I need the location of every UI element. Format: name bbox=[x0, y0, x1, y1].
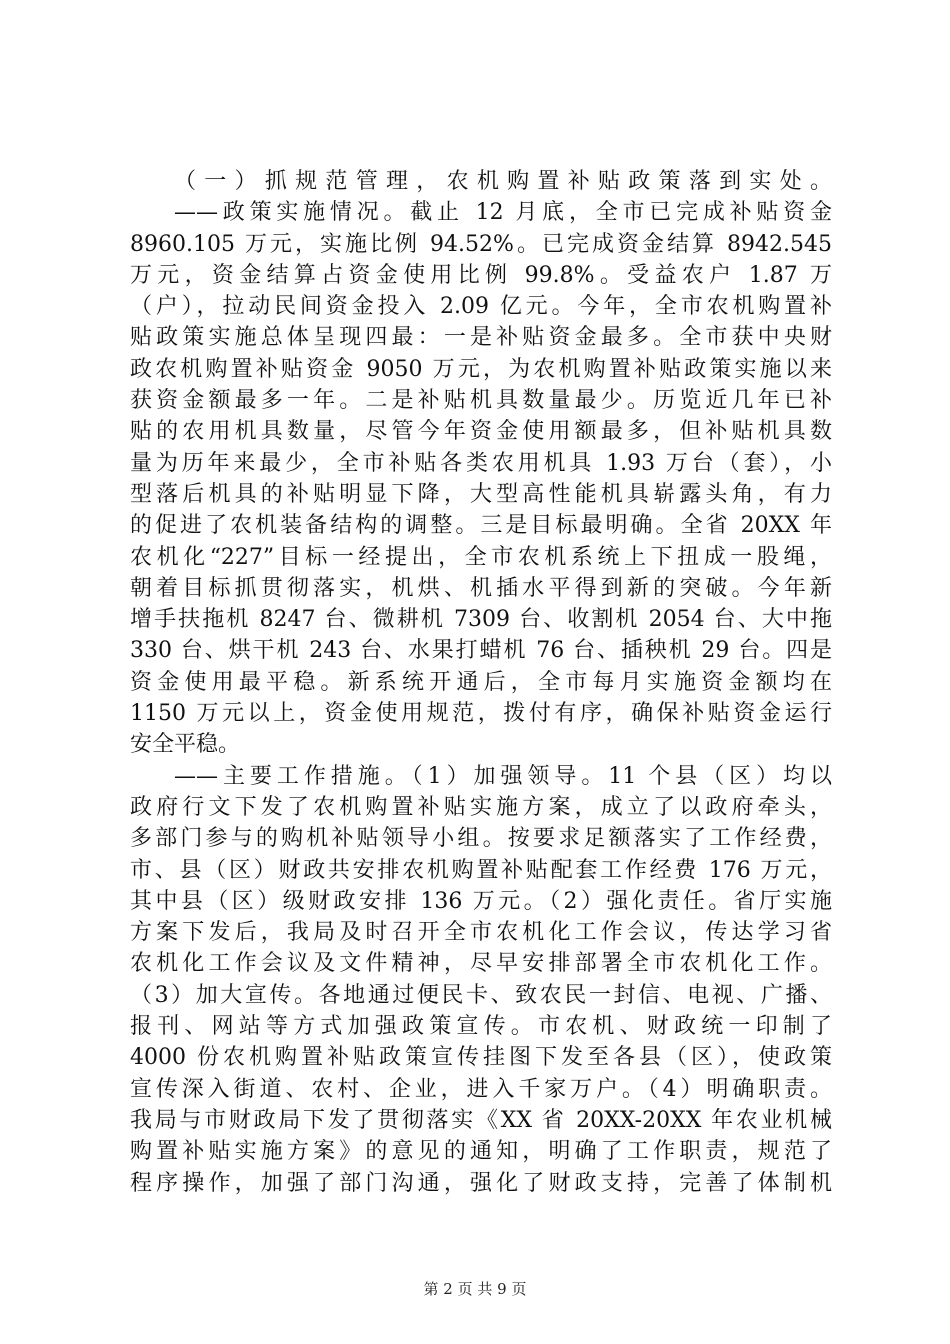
paragraph-line: 4000 份农机购置补贴政策宣传挂图下发至各县（区），使政策 bbox=[130, 1045, 832, 1071]
paragraph-line: （3）加大宣传。各地通过便民卡、致农民一封信、电视、广播、 bbox=[130, 982, 832, 1008]
paragraph-line: 的促进了农机装备结构的调整。三是目标最明确。全省 20XX 年 bbox=[130, 513, 832, 539]
section-heading: （一）抓规范管理，农机购置补贴政策落到实处。 bbox=[174, 169, 832, 194]
paragraph-line: 获资金额最多一年。二是补贴机具数量最少。历览近几年已补 bbox=[130, 388, 832, 414]
paragraph-line: 购置补贴实施方案》的意见的通知，明确了工作职责，规范了 bbox=[130, 1139, 832, 1165]
paragraph-line: 其中县（区）级财政安排 136 万元。（2）强化责任。省厅实施 bbox=[130, 888, 832, 914]
paragraph-line: 程序操作，加强了部门沟通，强化了财政支持，完善了体制机 bbox=[130, 1170, 832, 1196]
paragraph-line: 市、县（区）财政共安排农机购置补贴配套工作经费 176 万元， bbox=[130, 857, 832, 883]
paragraph-line: 1150 万元以上，资金使用规范，拨付有序，确保补贴资金运行 bbox=[130, 701, 832, 727]
paragraph-line: （户），拉动民间资金投入 2.09 亿元。今年，全市农机购置补 bbox=[130, 294, 832, 320]
paragraph-line: 330 台、烘干机 243 台、水果打蜡机 76 台、插秧机 29 台。四是 bbox=[130, 638, 832, 664]
paragraph-line: 增手扶拖机 8247 台、微耕机 7309 台、收割机 2054 台、大中拖 bbox=[130, 607, 832, 633]
page-footer: 第 2 页 共 9 页 bbox=[423, 1280, 527, 1298]
paragraph-line: 报刊、网站等方式加强政策宣传。市农机、财政统一印制了 bbox=[130, 1014, 832, 1040]
paragraph-line: 型落后机具的补贴明显下降，大型高性能机具崭露头角，有力 bbox=[130, 481, 832, 507]
paragraph-line: 安全平稳。 bbox=[130, 732, 241, 758]
paragraph-line: 政府行文下发了农机购置补贴实施方案，成立了以政府牵头， bbox=[130, 794, 832, 820]
paragraph-line: 政农机购置补贴资金 9050 万元，为农机购置补贴政策实施以来 bbox=[130, 356, 832, 382]
paragraph-line: ——政策实施情况。截止 12 月底，全市已完成补贴资金 bbox=[174, 200, 832, 226]
paragraph-line: 方案下发后，我局及时召开全市农机化工作会议，传达学习省 bbox=[130, 920, 832, 946]
paragraph-line: 贴政策实施总体呈现四最：一是补贴资金最多。全市获中央财 bbox=[130, 325, 832, 351]
paragraph-line: 农机化“227”目标一经提出，全市农机系统上下扭成一股绳， bbox=[130, 544, 832, 570]
document-body bbox=[130, 166, 832, 1199]
paragraph-line: 朝着目标抓贯彻落实，机烘、机插水平得到新的突破。今年新 bbox=[130, 575, 832, 601]
paragraph-line: 量为历年来最少，全市补贴各类农用机具 1.93 万台（套），小 bbox=[130, 450, 832, 476]
paragraph-line: 8960.105 万元，实施比例 94.52%。已完成资金结算 8942.545 bbox=[130, 231, 832, 257]
paragraph-line: 农机化工作会议及文件精神，尽早安排部署全市农机化工作。 bbox=[130, 951, 832, 977]
paragraph-line: 我局与市财政局下发了贯彻落实《XX 省 20XX-20XX 年农业机械 bbox=[130, 1107, 832, 1133]
paragraph-line: 多部门参与的购机补贴领导小组。按要求足额落实了工作经费， bbox=[130, 826, 832, 852]
paragraph-line: 贴的农用机具数量，尽管今年资金使用额最多，但补贴机具数 bbox=[130, 419, 832, 445]
paragraph-line: 宣传深入街道、农村、企业，进入千家万户。（4）明确职责。 bbox=[130, 1076, 832, 1102]
paragraph-line: 万元，资金结算占资金使用比例 99.8%。受益农户 1.87 万 bbox=[130, 262, 832, 288]
paragraph-line: ——主要工作措施。（1）加强领导。11 个县（区）均以 bbox=[174, 763, 832, 789]
paragraph-line: 资金使用最平稳。新系统开通后，全市每月实施资金额均在 bbox=[130, 669, 832, 695]
